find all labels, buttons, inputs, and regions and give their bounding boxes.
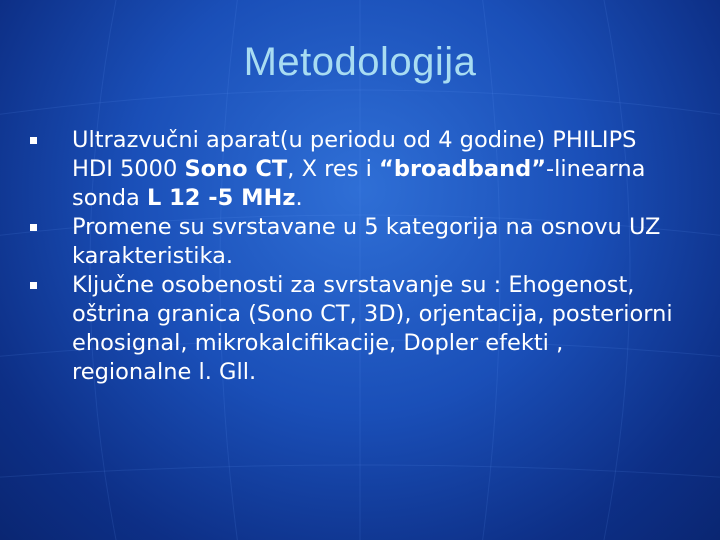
bullet-list xyxy=(30,126,680,387)
square-bullet-icon xyxy=(30,137,37,144)
bullet-text-run: L 12 -5 MHz xyxy=(146,185,296,211)
bullet-text-run: Ključne osobenosti za svrstavanje su : Ehogenost, oštrina granica (Sono CT, 3D), orjentacija, posteriorni ehosignal, mikrokalcifikacije, Dopler efekti , regionalne l. Gll. xyxy=(72,272,673,385)
slide-title: Metodologija xyxy=(243,40,477,84)
square-bullet-icon xyxy=(30,282,37,289)
bullet-text-run: Promene su svrstavane u 5 kategorija na osnovu UZ karakteristika. xyxy=(72,214,661,269)
square-bullet-icon xyxy=(30,224,37,231)
bullet-text-run: Sono CT xyxy=(184,156,288,182)
bullet-text-run: “broadband” xyxy=(379,156,546,182)
bullet-item xyxy=(30,271,680,387)
bullet-item xyxy=(30,213,680,271)
bullet-text-run: , X res i xyxy=(287,156,380,182)
bullet-item xyxy=(30,126,680,213)
bullet-text-run: . xyxy=(295,185,303,211)
bullet-text-run: -linearna sonda xyxy=(72,156,646,211)
bullet-text-run: Ultrazvučni aparat(u periodu od 4 godine) PHILIPS HDI 5000 xyxy=(72,127,637,182)
